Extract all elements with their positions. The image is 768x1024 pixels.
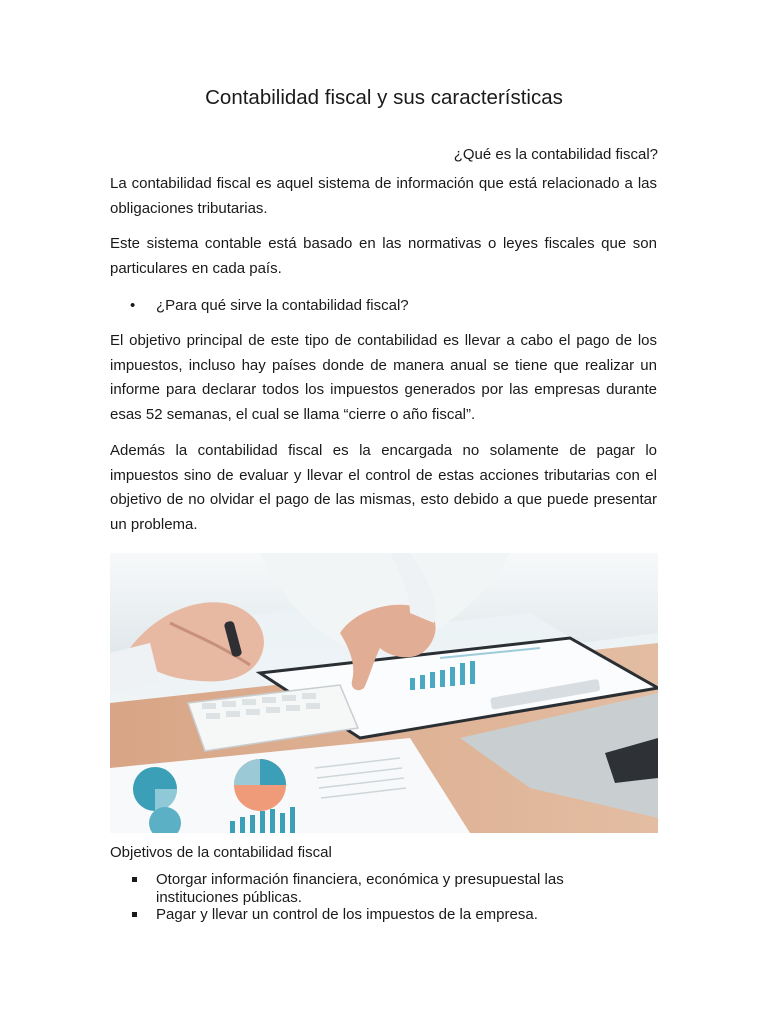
paragraph-objective: El objetivo principal de este tipo de contabilidad es llevar a cabo el pago de los impuestos, incluso hay países donde de manera anual se tiene que realizar un informe para declarar todos los impuestos generados por las empresas durante esas 52 semanas, el cual se llama “cierre o año fiscal”. xyxy=(110,332,657,423)
square-bullet-icon xyxy=(132,877,137,882)
objective-text: Otorgar información financiera, económica y presupuestal las instituciones públicas. xyxy=(156,871,564,906)
objectives-caption: Objetivos de la contabilidad fiscal xyxy=(110,844,332,861)
objectives-list xyxy=(110,871,610,924)
square-bullet-icon xyxy=(132,912,137,917)
paragraph-control: Además la contabilidad fiscal es la encargada no solamente de pagar lo impuestos sino de evaluar y llevar el control de estas acciones tributarias con el objetivo de no olvidar el pago de las mismas, esto debido a que puede presentar un problema. xyxy=(110,442,657,533)
bullet-dot-icon: • xyxy=(130,297,136,314)
list-item xyxy=(110,871,610,906)
question-heading: ¿Qué es la contabilidad fiscal? xyxy=(453,146,658,163)
accounting-photo xyxy=(110,553,658,833)
objective-text: Pagar y llevar un control de los impuestos de la empresa. xyxy=(156,906,538,923)
paragraph-legal-basis: Este sistema contable está basado en las normativas o leyes fiscales que son particulares en cada país. xyxy=(110,235,657,277)
list-item xyxy=(110,906,610,924)
paragraph-definition: La contabilidad fiscal es aquel sistema de información que está relacionado a las obligaciones tributarias. xyxy=(110,175,657,217)
document-title: Contabilidad fiscal y sus características xyxy=(205,86,563,109)
bullet-question: ¿Para qué sirve la contabilidad fiscal? xyxy=(156,297,409,314)
